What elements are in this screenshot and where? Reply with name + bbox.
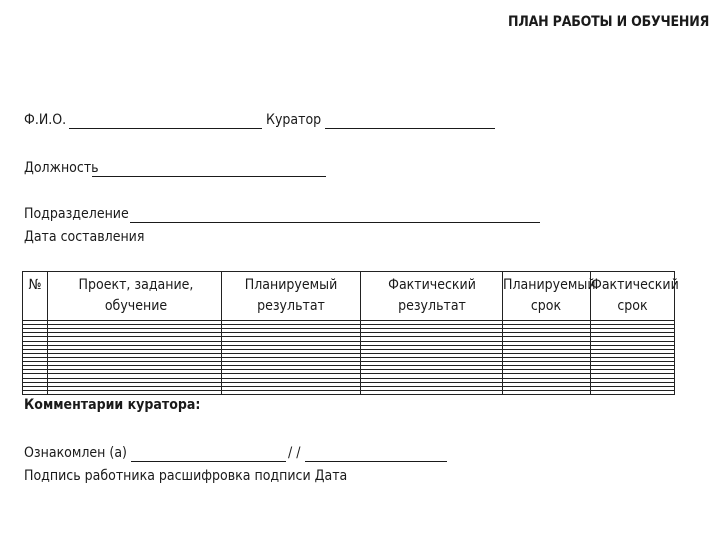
table-row — [22, 369, 675, 370]
column-header-number: № — [28, 277, 42, 293]
table-row — [22, 357, 675, 358]
table-row — [22, 336, 675, 337]
signature-field-line[interactable] — [131, 461, 286, 462]
table-row — [22, 378, 675, 379]
table-row — [22, 353, 675, 354]
table-row — [22, 345, 675, 346]
table-row — [22, 349, 675, 350]
date-label: Дата составления — [24, 229, 145, 245]
curator-comments-label: Комментарии куратора: — [24, 397, 201, 413]
table-rows — [22, 320, 675, 394]
table-row — [22, 324, 675, 325]
signature-separator: / / — [288, 445, 301, 461]
curator-field-line[interactable] — [325, 128, 495, 129]
table-row — [22, 382, 675, 383]
table-row — [22, 361, 675, 362]
table-row — [22, 328, 675, 329]
department-field-line[interactable] — [130, 222, 540, 223]
curator-label: Куратор — [266, 112, 322, 128]
document-title: ПЛАН РАБОТЫ И ОБУЧЕНИЯ — [508, 14, 710, 30]
column-header-planned-result: Планируемый результат — [244, 277, 338, 314]
position-label: Должность — [24, 160, 99, 176]
table-row — [22, 341, 675, 342]
table-row — [22, 394, 675, 395]
table-row — [22, 332, 675, 333]
column-header-actual-result: Фактический результат — [388, 277, 476, 314]
table-row — [22, 386, 675, 387]
fio-label: Ф.И.О. — [24, 112, 67, 128]
fio-field-line[interactable] — [69, 128, 262, 129]
table-row — [22, 320, 675, 321]
acknowledged-label: Ознакомлен (а) — [24, 445, 127, 461]
signature-caption: Подпись работника расшифровка подписи Дата — [24, 468, 348, 484]
table-row — [22, 365, 675, 366]
table-row — [22, 373, 675, 374]
column-header-actual-term: Фактический срок — [591, 277, 679, 314]
plan-table — [22, 271, 679, 394]
position-field-line[interactable] — [92, 176, 326, 177]
date-field-line[interactable] — [305, 461, 447, 462]
table-row — [22, 390, 675, 391]
column-header-project: Проект, задание, обучение — [78, 277, 194, 314]
department-label: Подразделение — [24, 206, 129, 222]
column-header-planned-term: Планируемый срок — [503, 277, 596, 314]
